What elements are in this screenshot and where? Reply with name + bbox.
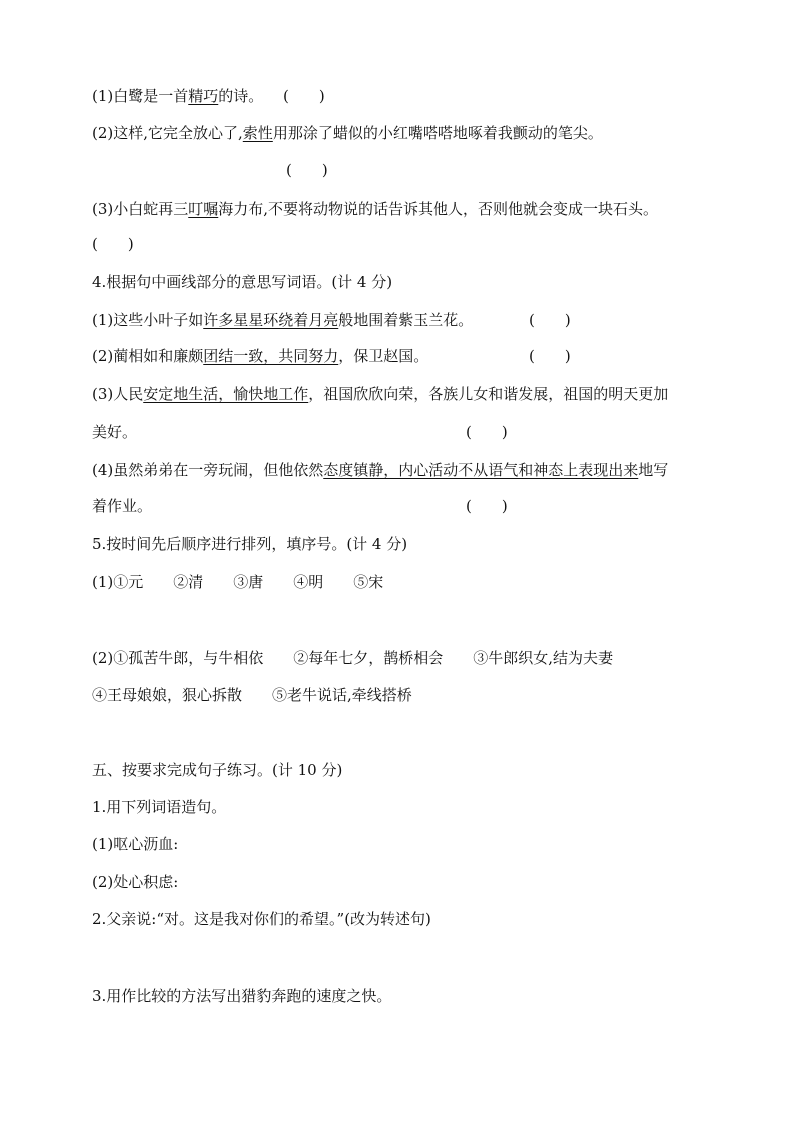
text: 地写: [638, 461, 669, 479]
section5-q2: 2.父亲说:“对。这是我对你们的希望。”(改为转述句): [92, 910, 431, 928]
q4-heading: 4.根据句中画线部分的意思写词语。(计 4 分): [92, 273, 393, 291]
q4-item-2: [92, 346, 428, 366]
underlined-word: 精巧: [188, 87, 219, 105]
underlined-phrase: 安定地生活，愉快地工作: [143, 385, 309, 403]
answer-blank[interactable]: ( ): [466, 423, 508, 441]
underlined-phrase: 许多星星环绕着月亮: [203, 311, 339, 329]
q4-item-3-cont: 美好。: [92, 423, 138, 441]
q5-line-1: (1)①元 ②清 ③唐 ④明 ⑤宋: [92, 573, 384, 591]
q4-item-1: [92, 310, 473, 330]
text: 用那涂了蜡似的小红嘴嗒嗒地啄着我颤动的笔尖。: [272, 124, 603, 142]
q5-line-2: (2)①孤苦牛郎，与牛相依 ②每年七夕，鹊桥相会 ③牛郎织女,结为夫妻: [92, 649, 614, 667]
q3-item-2: [92, 123, 603, 143]
section5-q1b: (2)处心积虑:: [92, 873, 179, 891]
underlined-word: 叮嘱: [188, 200, 219, 218]
text: 的诗。: [218, 87, 264, 105]
q3-item-1: [92, 86, 263, 106]
q4-item-4: [92, 460, 668, 480]
text: ，保卫赵国。: [338, 347, 429, 365]
answer-blank[interactable]: ( ): [529, 347, 571, 365]
text: (1)白鹭是一首: [92, 87, 189, 105]
answer-blank[interactable]: ( ): [92, 235, 134, 253]
q3-item-3: [92, 199, 658, 219]
text: (2)这样,它完全放心了,: [92, 124, 243, 142]
text: (1)这些小叶子如: [92, 311, 204, 329]
text: ，祖国欣欣向荣，各族儿女和谐发展，祖国的明天更加: [308, 385, 669, 403]
q4-item-3: [92, 384, 668, 404]
underlined-phrase: 态度镇静，内心活动不从语气和神态上表现出来: [323, 461, 639, 479]
section5-q1a: (1)呕心沥血:: [92, 835, 179, 853]
text: (2)蔺相如和廉颇: [92, 347, 204, 365]
text: (4)虽然弟弟在一旁玩闹，但他依然: [92, 461, 324, 479]
answer-blank[interactable]: ( ): [286, 161, 328, 179]
text: (3)小白蛇再三: [92, 200, 189, 218]
q4-item-4-cont: 着作业。: [92, 497, 153, 515]
answer-blank[interactable]: ( ): [529, 311, 571, 329]
text: 般地围着紫玉兰花。: [338, 311, 474, 329]
q5-heading: 5.按时间先后顺序进行排列，填序号。(计 4 分): [92, 535, 408, 553]
answer-blank[interactable]: ( ): [283, 87, 325, 105]
text: (3)人民: [92, 385, 144, 403]
underlined-word: 索性: [242, 124, 273, 142]
section5-q3: 3.用作比较的方法写出猎豹奔跑的速度之快。: [92, 987, 392, 1005]
section5-heading: 五、按要求完成句子练习。(计 10 分): [92, 761, 343, 779]
answer-blank[interactable]: ( ): [466, 497, 508, 515]
text: 海力布,不要将动物说的话告诉其他人，否则他就会变成一块石头。: [218, 200, 659, 218]
q5-line-3: ④王母娘娘，狠心拆散 ⑤老牛说话,牵线搭桥: [92, 686, 412, 704]
underlined-phrase: 团结一致，共同努力: [203, 347, 339, 365]
section5-q1: 1.用下列词语造句。: [92, 798, 227, 816]
